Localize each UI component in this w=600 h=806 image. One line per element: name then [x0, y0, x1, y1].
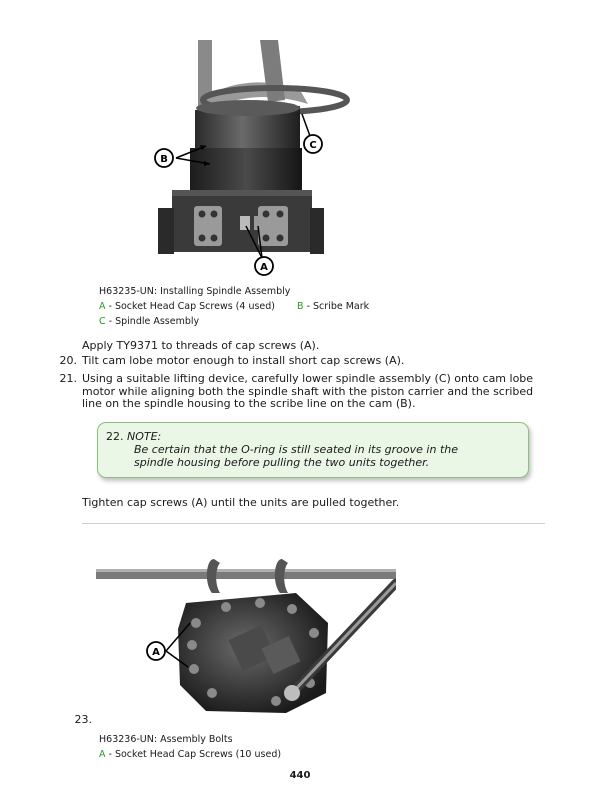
spindle-assembly-photo: [150, 40, 395, 278]
tighten-instruction: Tighten cap screws (A) until the units are pulled together.: [82, 496, 400, 509]
figure2-legend-key-a: A: [99, 749, 106, 760]
legend-item-a: [99, 301, 275, 312]
figure1-caption: [99, 284, 499, 329]
step-23-number: 23.: [74, 713, 92, 726]
step-21-text: [82, 373, 552, 411]
figure1-legend-row: [99, 299, 499, 314]
figure2-caption: [99, 732, 499, 762]
figure-installing-spindle-assembly: [150, 40, 395, 278]
note-number: 22.: [106, 430, 124, 443]
figure2-caption-title: H63236-UN: Assembly Bolts: [99, 734, 233, 745]
callout-a-2-label: A: [152, 647, 160, 658]
step-19-continuation: Apply TY9371 to threads of cap screws (A).: [82, 339, 320, 352]
note-label: NOTE:: [127, 430, 162, 443]
assembly-bolts-photo: [96, 553, 396, 723]
callout-a-label: A: [260, 262, 268, 273]
note-box: [97, 422, 529, 478]
legend-text-c: - Spindle Assembly: [105, 316, 200, 327]
legend-key-b: B: [297, 301, 304, 312]
section-divider: [82, 523, 545, 524]
figure2-legend-text-a: - Socket Head Cap Screws (10 used): [105, 749, 282, 760]
figure2-legend-a: [99, 747, 499, 762]
legend-text-b: - Scribe Mark: [303, 301, 370, 312]
legend-text-a: - Socket Head Cap Screws (4 used): [105, 301, 276, 312]
legend-item-b: [297, 301, 369, 312]
step-21-number: 21.: [59, 372, 77, 385]
callout-c-label: C: [309, 140, 317, 151]
note-line-2: spindle housing before pulling the two units together.: [134, 455, 430, 469]
step-20-number: 20.: [59, 354, 77, 367]
legend-item-c: [99, 314, 499, 329]
figure1-caption-title: H63235-UN: Installing Spindle Assembly: [99, 286, 291, 297]
note-body: [134, 444, 458, 469]
step-21-line-1: Using a suitable lifting device, carefully lower spindle assembly (C) onto cam lobe: [82, 372, 534, 385]
figure-assembly-bolts: [96, 553, 396, 723]
legend-key-a: A: [99, 301, 106, 312]
step-20-text: Tilt cam lobe motor enough to install short cap screws (A).: [82, 354, 405, 367]
legend-key-c: C: [99, 316, 106, 327]
note-line-1: Be certain that the O-ring is still seated in its groove in the: [134, 443, 458, 456]
callout-b-label: B: [160, 154, 168, 165]
note-header: [106, 431, 161, 444]
step-21-line-3: line on the spindle housing to the scribe line on the cam (B).: [82, 397, 416, 410]
step-21-line-2: motor while aligning both the spindle shaft with the piston carrier and the scribed: [82, 384, 534, 398]
page-number: 440: [289, 770, 311, 781]
